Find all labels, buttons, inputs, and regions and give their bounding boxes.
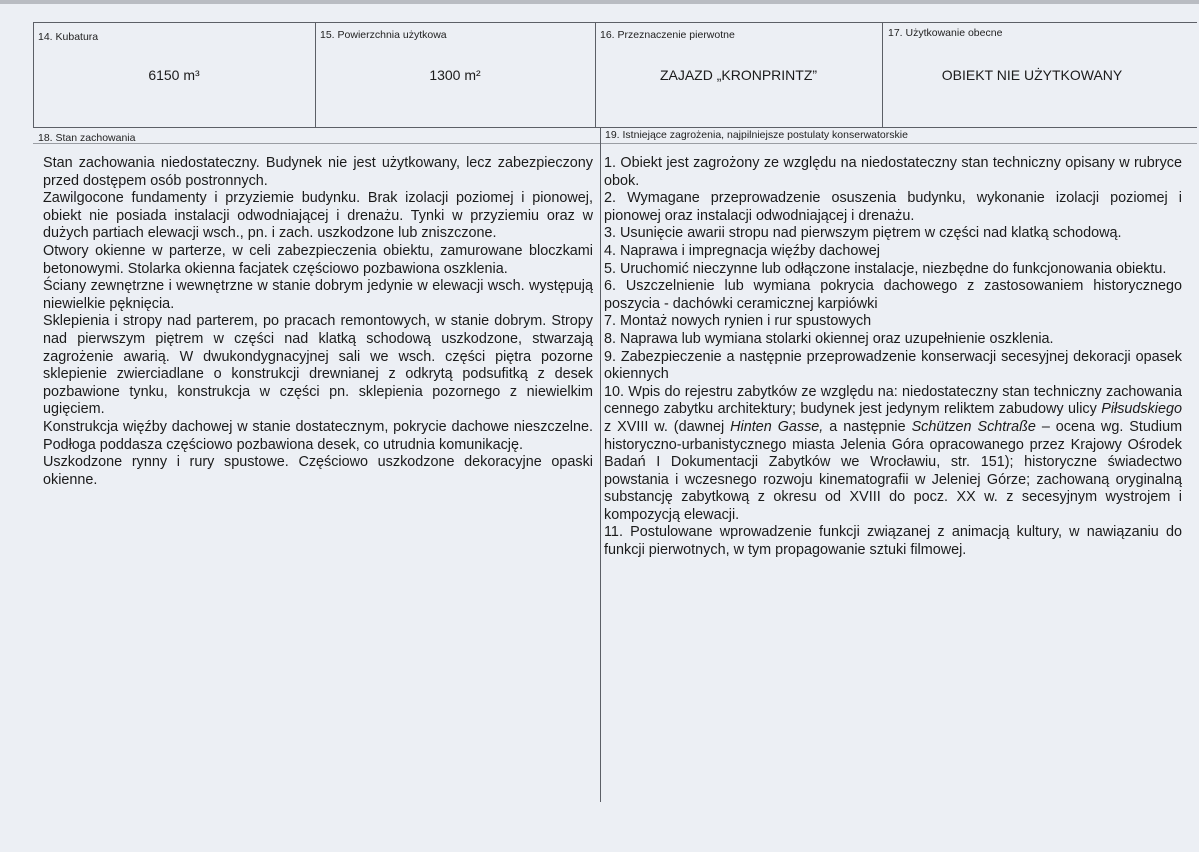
postulat-item: 6. Uszczelnienie lub wymiana pokrycia dachowego z zastosowaniem historycznego poszycia - dachówki ceramicznej karpiówki: [604, 278, 1182, 312]
scan-edge: [0, 0, 1199, 4]
uzytkowanie-value: OBIEKT NIE UŻYTKOWANY: [941, 67, 1123, 83]
stan-paragraph: Otwory okienne w parterze, w celi zabezpieczenia obiektu, zamurowane bloczkami betonowymi. Stolarka okienna facjatek częściowo pozbawiona oszklenia.: [43, 242, 593, 277]
postulat-item: 1. Obiekt jest zagrożony ze względu na niedostateczny stan techniczny opisany w rubryce obok.: [604, 155, 1182, 189]
grid-line-middle: [33, 127, 1197, 128]
stan-paragraph: Stan zachowania niedostateczny. Budynek nie jest użytkowany, lecz zabezpieczony przed dostępem osób postronnych.: [43, 155, 593, 189]
stan-label: 18. Stan zachowania: [38, 132, 136, 144]
powierzchnia-label: 15. Powierzchnia użytkowa: [320, 29, 447, 41]
postulat-item: 2. Wymagane przeprowadzenie osuszenia budynku, wykonanie izolacji poziomej i pionowej oraz instalacji odwodniającej i drenażu.: [604, 190, 1182, 224]
kubatura-label: 14. Kubatura: [38, 31, 99, 43]
item10-part-b: z XVIII w. (dawnej: [604, 418, 725, 435]
kubatura-value: 6150 m³: [148, 67, 200, 83]
grid-line-center: [600, 127, 601, 802]
stan-paragraph: Konstrukcja więźby dachowej w stanie dostatecznym, pokrycie dachowe nieszczelne. Podłoga poddasza częściowo pozbawiona desek, co utrudnia komunikację.: [43, 418, 593, 453]
powierzchnia-value: 1300 m²: [429, 67, 481, 83]
stan-paragraph: Uszkodzone rynny i rury spustowe. Częściowo uszkodzone dekoracyjne opaski okienne.: [43, 454, 593, 488]
stan-paragraph: Zawilgocone fundamenty i przyziemie budynku. Brak izolacji poziomej i pionowej, obiekt nie posiada instalacji odwodniającej i drenażu. Tynki w przyziemiu oraz w dużych partiach elewacji wsch., pn. i zach. uszkodzone lub zniszczone.: [43, 190, 593, 242]
postulat-item: 3. Usunięcie awarii stropu nad pierwszym piętrem w części nad klatką schodową.: [604, 225, 1122, 242]
stan-paragraph: Sklepienia i stropy nad parterem, po pracach remontowych, w stanie dobrym. Stropy nad pierwszym piętrem w części nad klatką schodową uszkodzone, stwarzają zagrożenie awarią. W dwukondygnacyjnej sali we wsch. części piętra pozorne sklepienie zwierciadlane o konstrukcji drewnianej z odkrytą podsufitką z desek pozbawione tynku, konstrukcja w części pn. sklepienia pozornego z niewielkim ugięciem.: [43, 313, 593, 418]
postulat-item: 11. Postulowane wprowadzenie funkcji związanej z animacją kultury, w nawiązaniu do funkcji pierwotnych, w tym propagowanie sztuki filmowej.: [604, 524, 1182, 559]
postulat-item: 7. Montaż nowych rynien i rur spustowych: [604, 313, 872, 330]
stan-text: [43, 155, 593, 489]
grid-line-label-row: [33, 143, 1197, 144]
przeznaczenie-label: 16. Przeznaczenie pierwotne: [600, 29, 735, 41]
item10-street: Piłsudskiego: [1101, 401, 1183, 418]
zagrozenia-label: 19. Istniejące zagrożenia, najpilniejsze postulaty konserwatorskie: [605, 129, 908, 141]
item10-part-d: – ocena wg. Studium historyczno-urbanistycznego miasta Jelenia Góra opracowanego przez Krajowy Ośrodek Badań I Dokumentacji Zabytków we Wrocławiu, str. 151); historyczne świadectwo powstania i wczesnego rozwoju kinematografii w Jeleniej Górze; zachowaną oryginalną substancję zabytkową z okresu od XVIII do pocz. XX w. z secesyjnym wystrojem i kompozycją elewacji.: [604, 418, 1183, 523]
item10-old-name-2: Schützen Schtraße: [911, 418, 1036, 435]
item10-old-name-1: Hinten Gasse,: [730, 418, 824, 435]
grid-line-top: [33, 22, 1197, 23]
zagrozenia-list: [604, 155, 1182, 560]
item10-part-a: 10. Wpis do rejestru zabytków ze względu na: niedostateczny stan techniczny zachowania cennego zabytku architektury; budynek jest jedynym reliktem zabudowy ulicy: [604, 383, 1182, 418]
uzytkowanie-label: 17. Użytkowanie obecne: [888, 27, 1003, 39]
stan-paragraph: Ściany zewnętrzne i wewnętrzne w stanie dobrym jedynie w elewacji wsch. występują niewielkie pęknięcia.: [43, 278, 593, 312]
postulat-item: 9. Zabezpieczenie a następnie przeprowadzenie konserwacji secesyjnej dekoracji opasek okiennych: [604, 348, 1182, 383]
postulat-item: 4. Naprawa i impregnacja więźby dachowej: [604, 242, 880, 259]
postulat-item: 8. Naprawa lub wymiana stolarki okiennej oraz uzupełnienie oszklenia.: [604, 330, 1054, 347]
przeznaczenie-value: ZAJAZD „KRONPRINTZ”: [659, 67, 818, 83]
postulat-item-10: [604, 384, 1182, 525]
postulat-item: 5. Uruchomić nieczynne lub odłączone instalacje, niezbędne do funkcjonowania obiektu.: [604, 260, 1167, 277]
item10-part-c: a następnie: [829, 418, 906, 435]
